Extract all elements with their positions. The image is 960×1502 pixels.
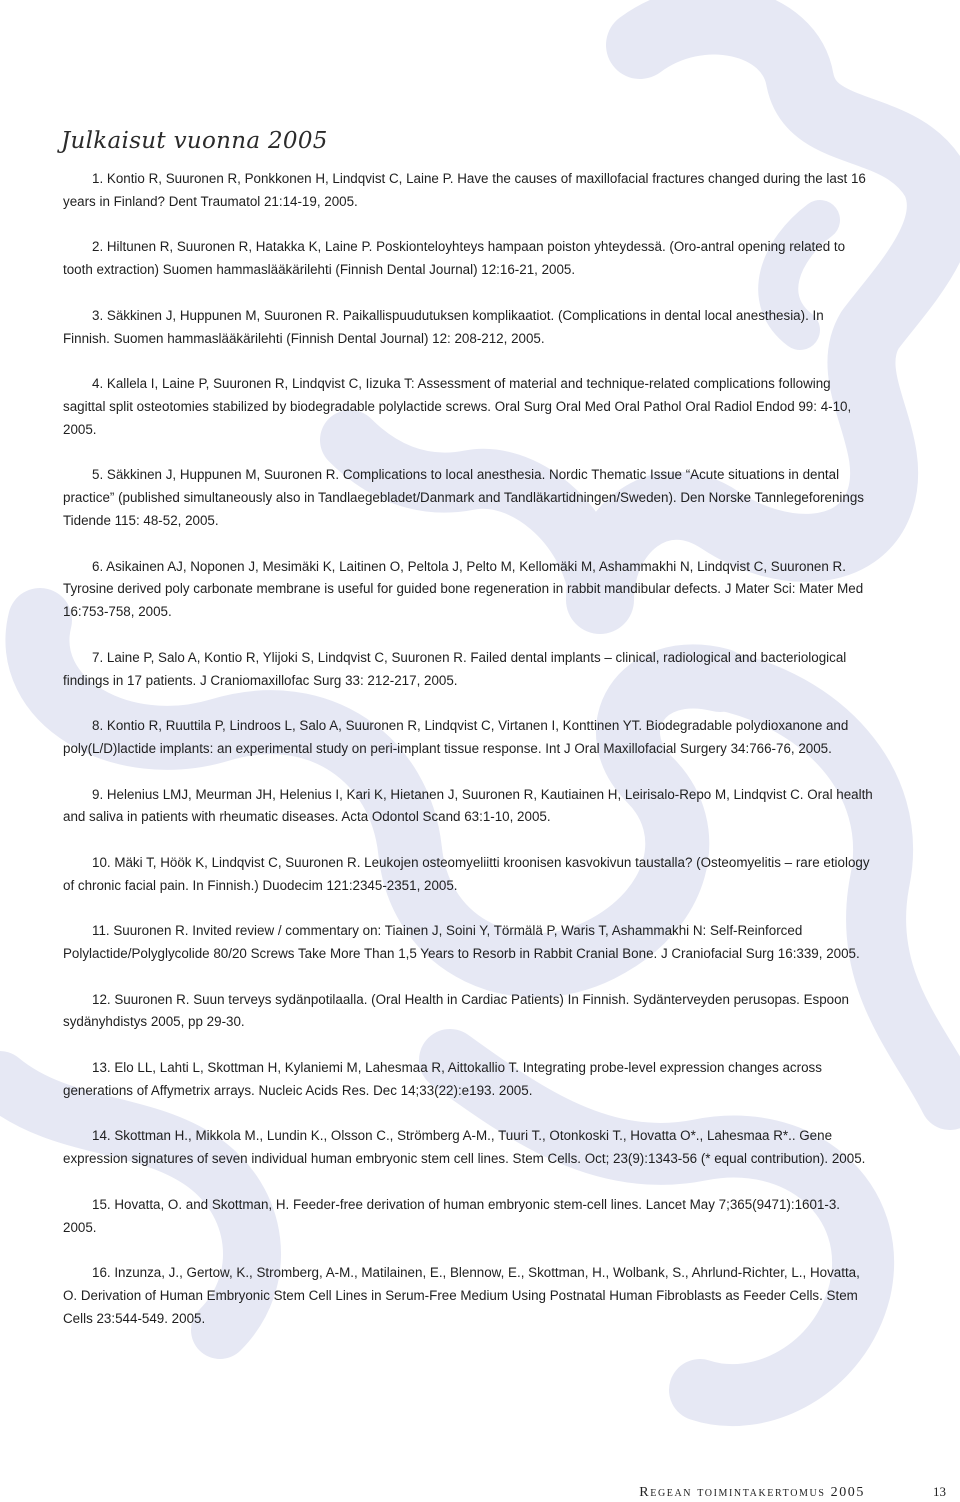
page-number: 13 [933,1484,946,1499]
publication-item: 3. Säkkinen J, Huppunen M, Suuronen R. Paikallispuudutuksen komplikaatiot. (Complications in dental local anesthesia). In Finnish. Suomen hammaslääkärilehti (Finnish Dental Journal) 12: 208-212, 2005. [63,307,824,346]
publication-item: 5. Säkkinen J, Huppunen M, Suuronen R. Complications to local anesthesia. Nordic Thematic Issue “Acute situations in dental practice” (published simultaneously also in Tandlaegebladet/Danmark and Tandläkartidningen/Sweden). Den Norske Tannlegeforenings Tidende 115: 48-52, 2005. [63,467,864,528]
publication-item: 2. Hiltunen R, Suuronen R, Hatakka K, Laine P. Poskionteloyhteys hampaan poiston yhteydessä. (Oro-antral opening related to tooth extraction) Suomen hammaslääkärilehti (Finnish Dental Journal) 12:16-21, 2005. [63,239,846,278]
publication-item: 8. Kontio R, Ruuttila P, Lindroos L, Salo A, Suuronen R, Lindqvist C, Virtanen I, Konttinen YT. Biodegradable polydioxanone and poly(L/D)lactide implants: an experimental study on peri-implant tissue response. Int J Oral Maxillofacial Surgery 34:766-76, 2005. [63,718,849,756]
publication-item: 1. Kontio R, Suuronen R, Ponkkonen H, Lindqvist C, Laine P. Have the causes of maxillofacial fractures changed during the last 16 years in Finland? Dent Traumatol 21:14-19, 2005. [63,171,866,209]
publication-item: 13. Elo LL, Lahti L, Skottman H, Kylaniemi M, Lahesmaa R, Aittokallio T. Integrating probe-level expression changes across generations of Affymetrix arrays. Nucleic Acids Res. Dec 14;33(22):e193. 2005. [63,1060,822,1098]
publication-item: 6. Asikainen AJ, Noponen J, Mesimäki K, Laitinen O, Peltola J, Pelto M, Kellomäki M, Ashammakhi N, Lindqvist C, Suuronen R. Tyrosine derived poly carbonate membrane is useful for guided bone regeneration in rabbit mandibular defects. J Mater Sci: Mater Med 16:753-758, 2005. [63,558,864,620]
publication-item: 9. Helenius LMJ, Meurman JH, Helenius I, Kari K, Hietanen J, Suuronen R, Kautiainen H, Leirisalo-Repo M, Lindqvist C. Oral health and saliva in patients with rheumatic diseases. Acta Odontol Scand 63:1-10, 2005. [63,786,873,825]
publication-item: 16. Inzunza, J., Gertow, K., Stromberg, A-M., Matilainen, E., Blennow, E., Skottman, H., Wolbank, S., Ahrlund-Richter, L., Hovatta, O. Derivation of Human Embryonic Stem Cell Lines in Serum-Free Medium Using Postnatal Human Fibroblasts as Feeder Cells. Stem Cells 23:544-549. 2005. [63,1265,860,1326]
footer-report-title: Regean toimintakertomus 2005 [639,1485,865,1500]
publication-item: 12. Suuronen R. Suun terveys sydänpotilaalla. (Oral Health in Cardiac Patients) In Finnish. Sydänterveyden perusopas. Espoon sydänyhdistys 2005, pp 29-30. [63,991,849,1030]
publication-item: 4. Kallela I, Laine P, Suuronen R, Lindqvist C, Iizuka T: Assessment of material and technique-related complications following sagittal split osteotomies stabilized by biodegradable polylactide screws. Oral Surg Oral Med Oral Pathol Oral Radiol Endod 99: 4-10, 2005. [63,376,852,437]
page-title: Julkaisut vuonna 2005 [61,128,328,154]
publication-item: 7. Laine P, Salo A, Kontio R, Ylijoki S, Lindqvist C, Suuronen R. Failed dental implants – clinical, radiological and bacteriological findings in 17 patients. J Craniomaxillofac Surg 33: 212-217, 2005. [63,649,847,688]
page-footer [639,1484,946,1501]
publication-item: 14. Skottman H., Mikkola M., Lundin K., Olsson C., Strömberg A-M., Tuuri T., Otonkoski T., Hovatta O*., Lahesmaa R*.. Gene expression signatures of seven individual human embryonic stem cell lines. Stem Cells. Oct; 23(9):1343-56 (* equal contribution). 2005. [63,1128,866,1167]
publication-item: 11. Suuronen R. Invited review / commentary on: Tiainen J, Soini Y, Törmälä P, Waris T, Ashammakhi N: Self-Reinforced Polylactide/Polyglycolide 80/20 Screws Take More Than 1,5 Years to Resorb in Rabbit Cranial Bone. J Craniofacial Surg 16:339, 2005. [63,923,860,962]
publications-section [63,128,873,1353]
publication-item: 15. Hovatta, O. and Skottman, H. Feeder-free derivation of human embryonic stem-cell lines. Lancet May 7;365(9471):1601-3. 2005. [63,1196,841,1235]
publication-item: 10. Mäki T, Höök K, Lindqvist C, Suuronen R. Leukojen osteomyeliitti kroonisen kasvokivun taustalla? (Osteomyelitis – rare etiology of chronic facial pain. In Finnish.) Duodecim 121:2345-2351, 2005. [63,854,870,893]
publication-list [63,168,873,1331]
